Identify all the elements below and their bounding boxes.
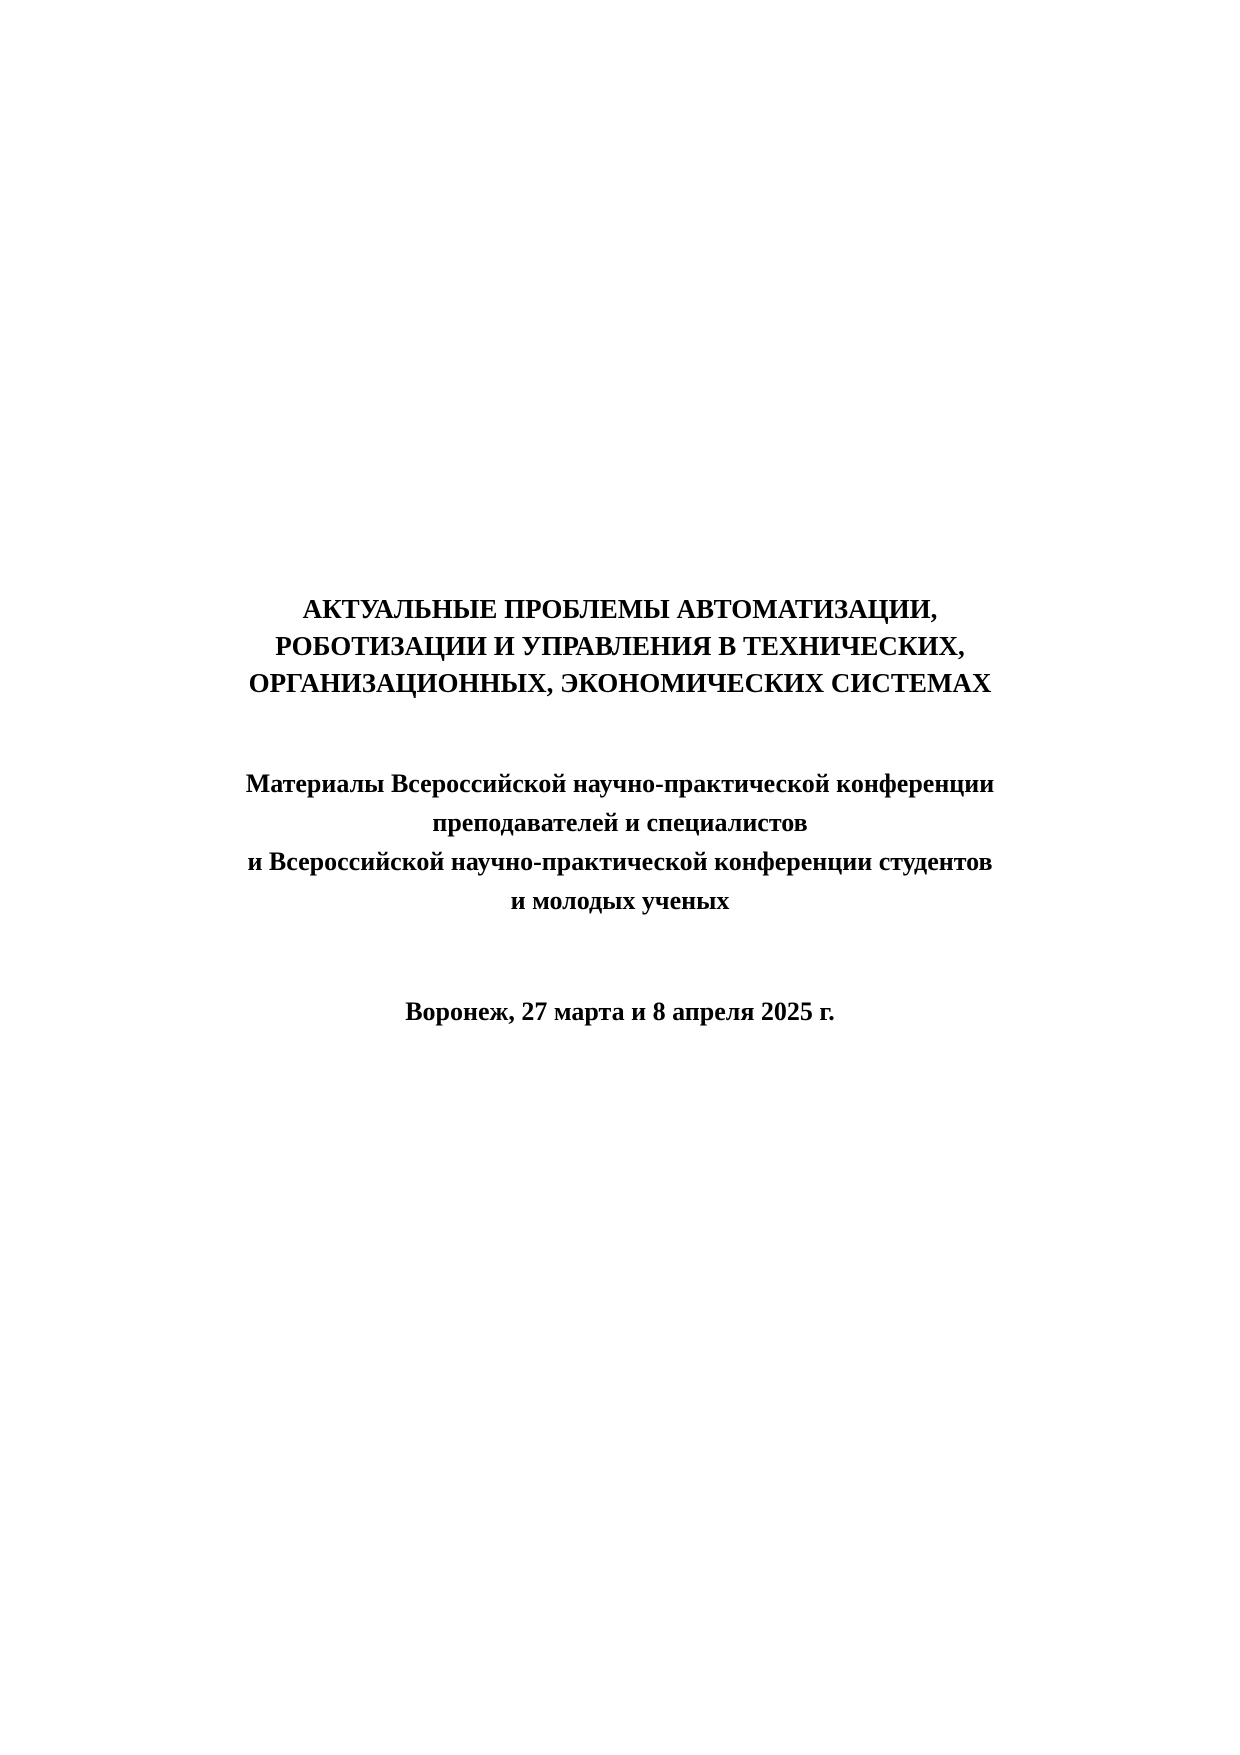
title-line: ОРГАНИЗАЦИОННЫХ, ЭКОНОМИЧЕСКИХ СИСТЕМАХ [248,668,992,698]
document-subtitle [0,764,1240,920]
place-date [0,994,1240,1030]
title-line: РОБОТИЗАЦИИ И УПРАВЛЕНИЯ В ТЕХНИЧЕСКИХ, [275,631,965,661]
subtitle-line: преподавателей и специалистов [432,808,808,837]
place-date-text: Воронеж, 27 марта и 8 апреля 2025 г. [405,997,835,1026]
title-line: АКТУАЛЬНЫЕ ПРОБЛЕМЫ АВТОМАТИЗАЦИИ, [302,594,938,624]
subtitle-line: Материалы Всероссийской научно-практической конференции [245,769,995,798]
document-title [0,591,1240,702]
subtitle-line: и Всероссийской научно-практической конференции студентов [247,847,993,876]
subtitle-line: и молодых ученых [510,886,730,915]
